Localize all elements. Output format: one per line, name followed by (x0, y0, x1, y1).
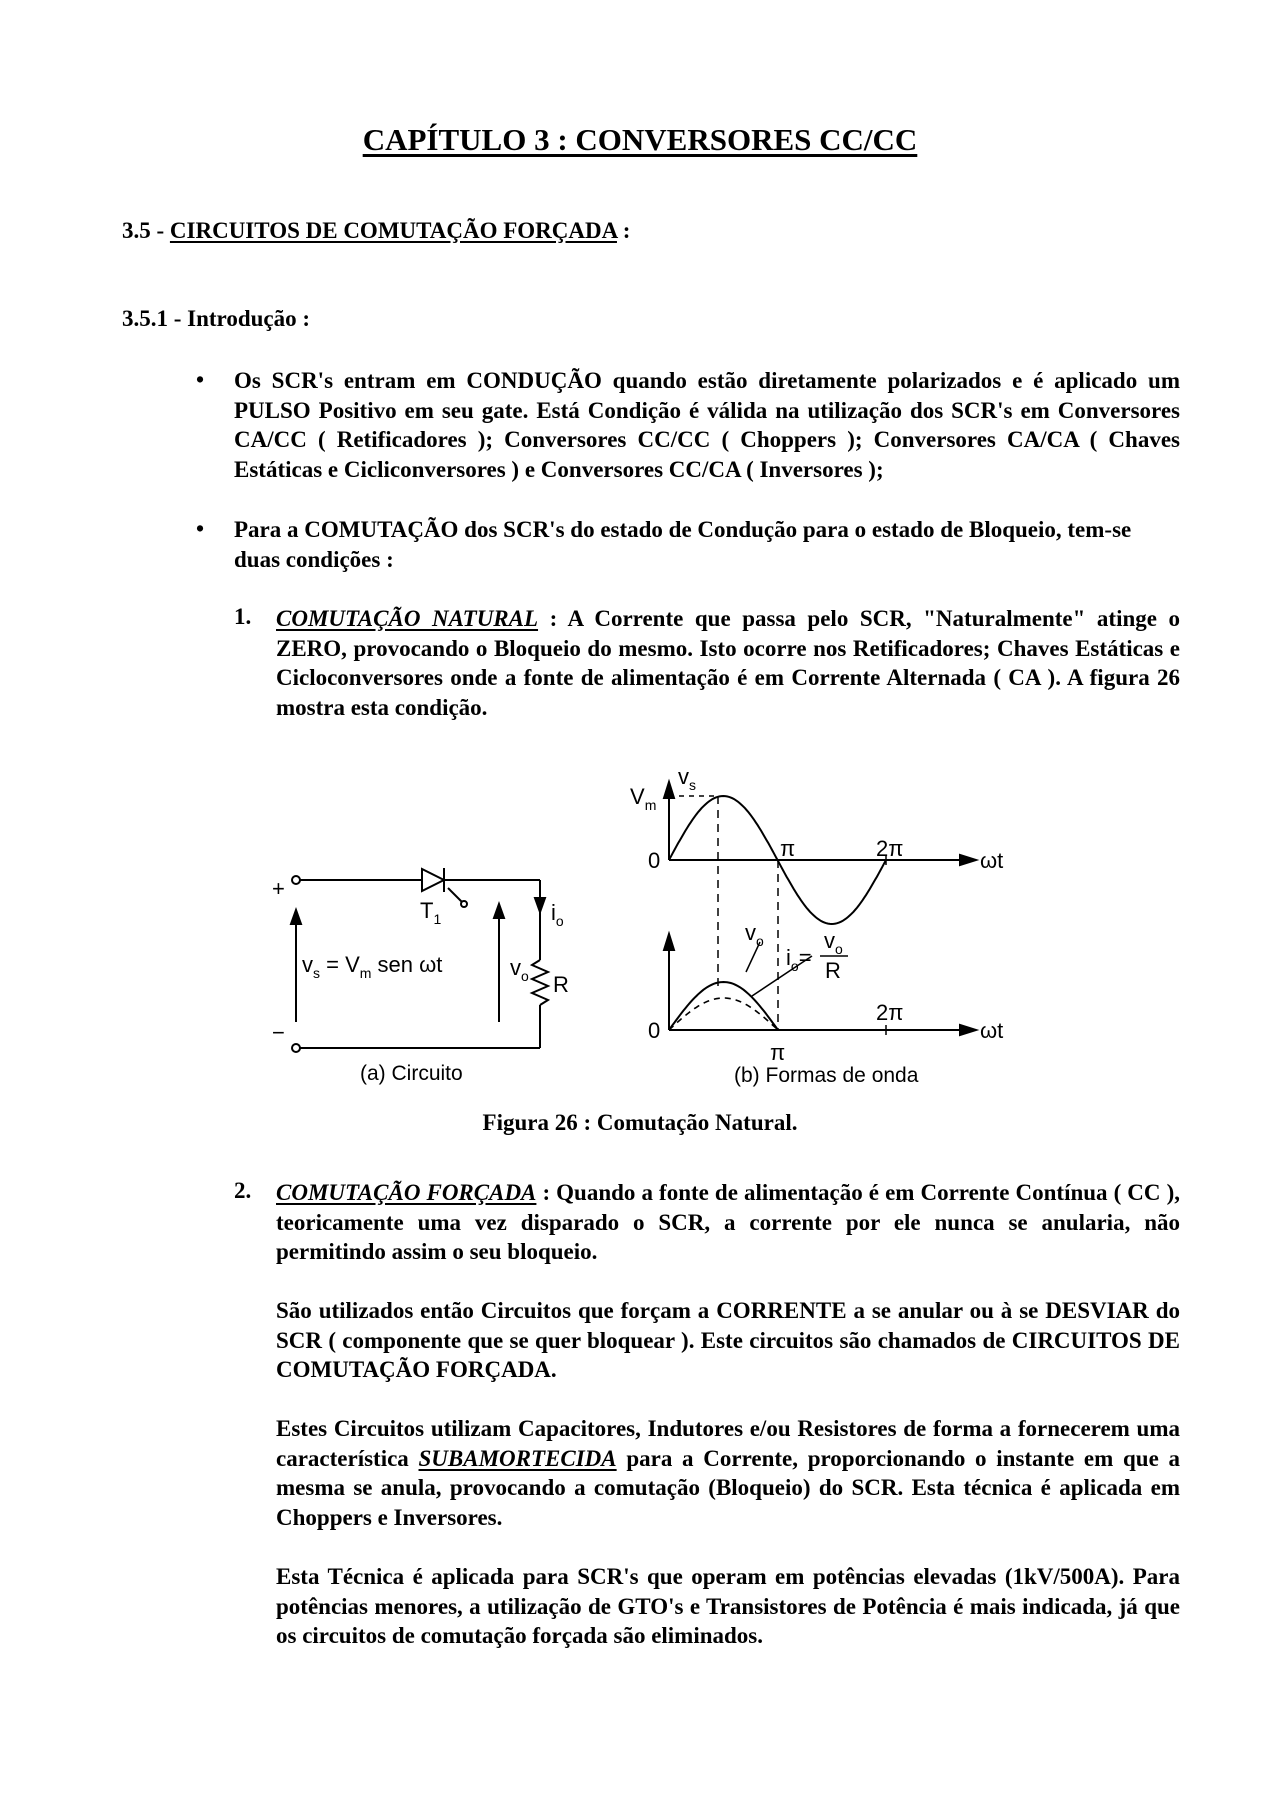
resistor-label: R (553, 972, 569, 997)
bullet-marker: • (196, 516, 205, 541)
pi-top: π (780, 836, 796, 861)
figure-26 (0, 760, 1280, 1100)
term-subamortecida: SUBAMORTECIDA (418, 1445, 617, 1471)
vo-wave-label: $v_o$ (745, 920, 764, 949)
section-number: 3.5 - (122, 218, 165, 243)
two-pi-top: 2π (876, 836, 904, 861)
waveform-caption: (b) Formas de onda (734, 1064, 919, 1087)
paragraph-3: Esta Técnica é aplicada para SCR's que operam em potências elevadas (1kV/500A). Para potências menores, a utilização de GTO's e Transistores de Potência é mais indicada, já que os circuitos de comutação forçada são eliminados. (276, 1564, 1180, 1648)
term-comutacao-forcada: COMUTAÇÃO FORÇADA (276, 1180, 537, 1205)
io-eq-label: $i_o=$ (786, 945, 812, 974)
item-2-text: COMUTAÇÃO FORÇADA : Quando a fonte de alimentação é em Corrente Contínua ( CC ), teoricamente uma vez disparado o SCR, a corrente por ele nunca se anularia, não permitindo assim o seu bloqueio. (276, 1180, 1180, 1264)
two-pi-bottom: 2π (876, 1000, 904, 1025)
zero-top: 0 (648, 848, 661, 873)
zero-bottom: 0 (648, 1018, 661, 1043)
item-1-number: 1. (234, 604, 252, 629)
bullet-marker: • (196, 367, 205, 392)
io-label: $i_o$ (551, 900, 564, 929)
paragraph-1: São utilizados então Circuitos que forçam a CORRENTE a se anular ou à se DESVIAR do SCR ( componente que se quer bloquear ). Este circuitos são chamados de CIRCUITOS DE COMUTAÇÃO FORÇADA. (276, 1298, 1180, 1382)
waveform-diagram (664, 782, 976, 1035)
bullet-2: Para a COMUTAÇÃO dos SCR's do estado de Condução para o estado de Bloqueio, tem-se duas condições : (234, 517, 1132, 572)
pi-bottom: π (770, 1040, 786, 1065)
item-1-text: COMUTAÇÃO NATURAL : A Corrente que passa pelo SCR, "Naturalmente" atinge o ZERO, provocando o Bloqueio do mesmo. Isto ocorre nos Retificadores; Chaves Estáticas e Cicloconversores onde a fonte de alimentação é em Corrente Alternada ( CA ). A figura 26 mostra esta condição. (276, 606, 1180, 720)
frac-num: $v_o$ (824, 928, 843, 957)
chapter-title: CAPÍTULO 3 : CONVERSORES CC/CC (362, 122, 918, 157)
vo-label: $v_o$ (510, 955, 529, 984)
wt-bottom: ωt (980, 1018, 1004, 1043)
term-comutacao-natural: COMUTAÇÃO NATURAL (276, 606, 539, 631)
item-2-number: 2. (234, 1178, 252, 1203)
subsection-heading: 3.5.1 - Introdução : (122, 306, 311, 331)
vm-label: $V_m$ (630, 784, 657, 813)
thyristor-label: $T_1$ (420, 898, 442, 927)
vs-axis-label: $v_s$ (678, 764, 696, 793)
circuit-labels (272, 876, 569, 1085)
source-equation: $v_s = V_m$ sen ωt (302, 952, 443, 981)
paragraph-2: Estes Circuitos utilizam Capacitores, Indutores e/ou Resistores de forma a fornecerem uma característica SUBAMORTECIDA para a Corrente, proporcionando o instante em que a mesma se anula, provocando a comutação (Bloqueio) do SCR. Esta técnica é aplicada em Choppers e Inversores. (276, 1416, 1180, 1530)
frac-den: R (825, 958, 841, 983)
circuit-caption: (a) Circuito (360, 1062, 463, 1085)
section-suffix: : (622, 218, 631, 243)
minus-label: − (272, 1020, 285, 1045)
figure-caption: Figura 26 : Comutação Natural. (482, 1110, 798, 1135)
section-heading (122, 218, 630, 244)
wt-top: ωt (980, 848, 1004, 873)
waveform-labels (630, 764, 1003, 1087)
section-title: CIRCUITOS DE COMUTAÇÃO FORÇADA (169, 218, 617, 243)
bullet-1: Os SCR's entram em CONDUÇÃO quando estão diretamente polarizados e é aplicado um PULSO Positivo em seu gate. Está Condição é válida na utilização dos SCR's em Conversores CA/CC ( Retificadores ); Conversores CC/CC ( Choppers ); Conversores CA/CA ( Chaves Estáticas e Cicliconversores ) e Conversores CC/CA ( Inversores ); (234, 368, 1180, 482)
plus-label: + (272, 876, 285, 901)
waveform-io (669, 998, 778, 1030)
